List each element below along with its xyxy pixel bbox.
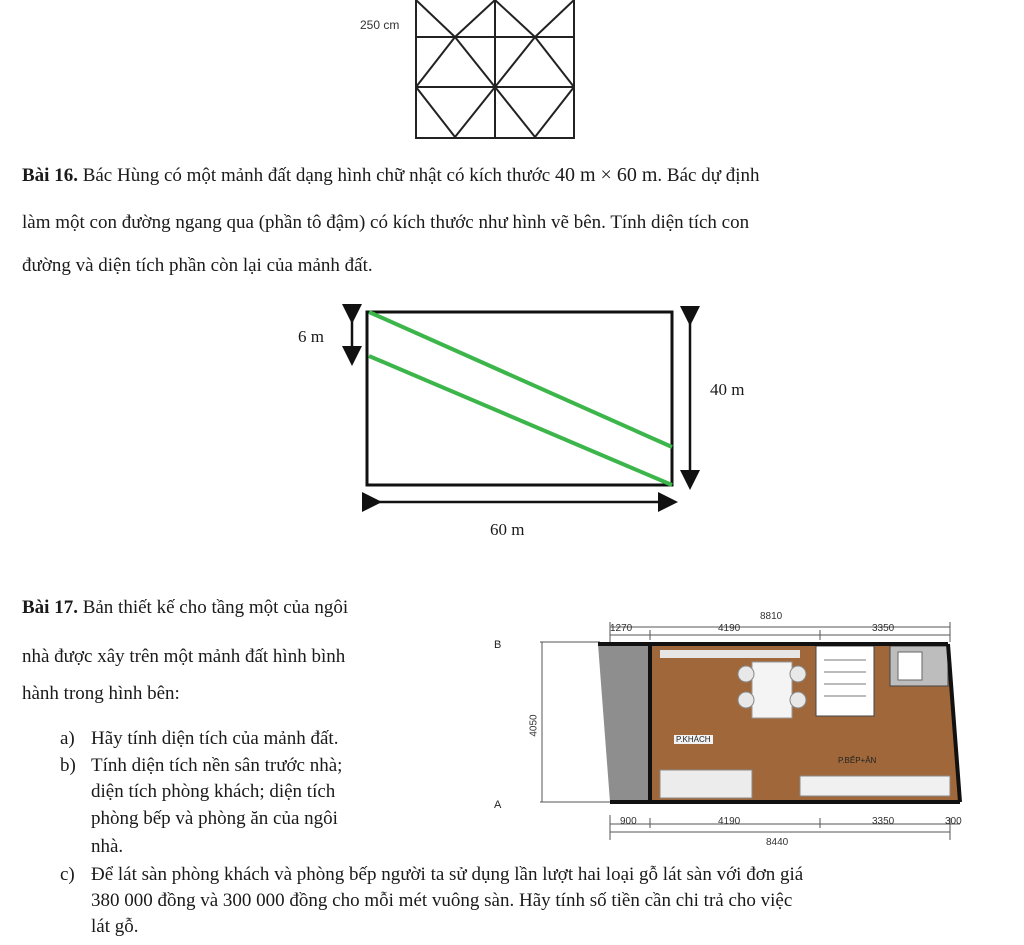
plan-top-total: 8810 <box>760 611 783 622</box>
road-width-label: 6 m <box>298 327 324 346</box>
road-edge-top <box>369 312 672 447</box>
problem-16-text-1b: . Bác dự định <box>657 165 760 186</box>
plan-top-1: 1270 <box>610 623 633 634</box>
problem-16-line-2: làm một con đường ngang qua (phần tô đậm) có kích thước như hình vẽ bên. Tính diện tích con <box>22 212 750 233</box>
point-a: A <box>494 799 502 811</box>
top-counter <box>660 650 800 658</box>
plan-bottom-2: 4190 <box>718 816 741 827</box>
part-c-line-2: 380 000 đồng và 300 000 đồng cho mỗi mét vuông sàn. Hãy tính số tiền cần chi trả cho việc <box>91 890 793 911</box>
toilet-box <box>898 652 922 680</box>
problem-16-line-3: đường và diện tích phần còn lại của mảnh đất. <box>22 255 373 276</box>
land-road-diagram <box>280 300 750 520</box>
land-width-label: 60 m <box>490 520 525 539</box>
part-a-label: a) <box>60 728 75 749</box>
part-b-line-4: nhà. <box>91 836 124 857</box>
part-b-line-3: phòng bếp và phòng ăn của ngôi <box>91 808 338 829</box>
point-b: B <box>494 639 502 651</box>
part-c-line-1: Để lát sàn phòng khách và phòng bếp người ta sử dụng lần lượt hai loại gỗ lát sàn với đơn giá <box>91 864 804 885</box>
problem-16-text-1: Bác Hùng có một mảnh đất dạng hình chữ nhật có kích thước <box>82 165 551 186</box>
plan-bottom-3: 3350 <box>872 816 895 827</box>
problem-16-title: Bài 16. <box>22 165 78 186</box>
sofa <box>660 770 752 798</box>
tile-size-label: 250 cm <box>360 18 400 32</box>
room-living-label: P.KHÁCH <box>676 735 711 744</box>
problem-17-intro-1: Bản thiết kế cho tầng một của ngôi <box>82 597 349 618</box>
stair-area <box>816 646 874 716</box>
plan-bottom-total: 8440 <box>766 837 789 848</box>
part-b-line-2: diện tích phòng khách; diện tích <box>91 781 336 802</box>
dining-table <box>752 662 792 718</box>
problem-17-line-3: hành trong hình bên: <box>22 683 180 704</box>
problem-17-line-2: nhà được xây trên một mảnh đất hình bình <box>22 646 346 667</box>
problem-17-line-1 <box>22 598 348 618</box>
part-b-line-1: Tính diện tích nền sân trước nhà; <box>91 755 343 776</box>
land-height-label: 40 m <box>710 380 745 399</box>
plan-top-2: 4190 <box>718 623 741 634</box>
land-rectangle <box>367 312 672 485</box>
problem-16-dimensions: 40 m × 60 m <box>555 164 658 186</box>
room-kitchen-label: P.BẾP+ĂN <box>838 756 877 765</box>
kitchen-counter <box>800 776 950 796</box>
part-a-text: Hãy tính diện tích của mảnh đất. <box>91 728 339 749</box>
part-c-label: c) <box>60 864 75 885</box>
part-c-line-3: lát gỗ. <box>91 916 139 937</box>
part-b-label: b) <box>60 755 76 776</box>
plan-bottom-4: 300 <box>945 816 962 827</box>
tile-pattern-diagram <box>400 0 590 142</box>
plan-top-3: 3350 <box>872 623 895 634</box>
plan-height: 4050 <box>528 714 540 737</box>
problem-17-title: Bài 17. <box>22 597 78 618</box>
road-edge-bottom <box>369 356 672 485</box>
front-yard <box>598 644 650 802</box>
plan-bottom-1: 900 <box>620 816 637 827</box>
problem-16-line-1 <box>22 165 760 186</box>
